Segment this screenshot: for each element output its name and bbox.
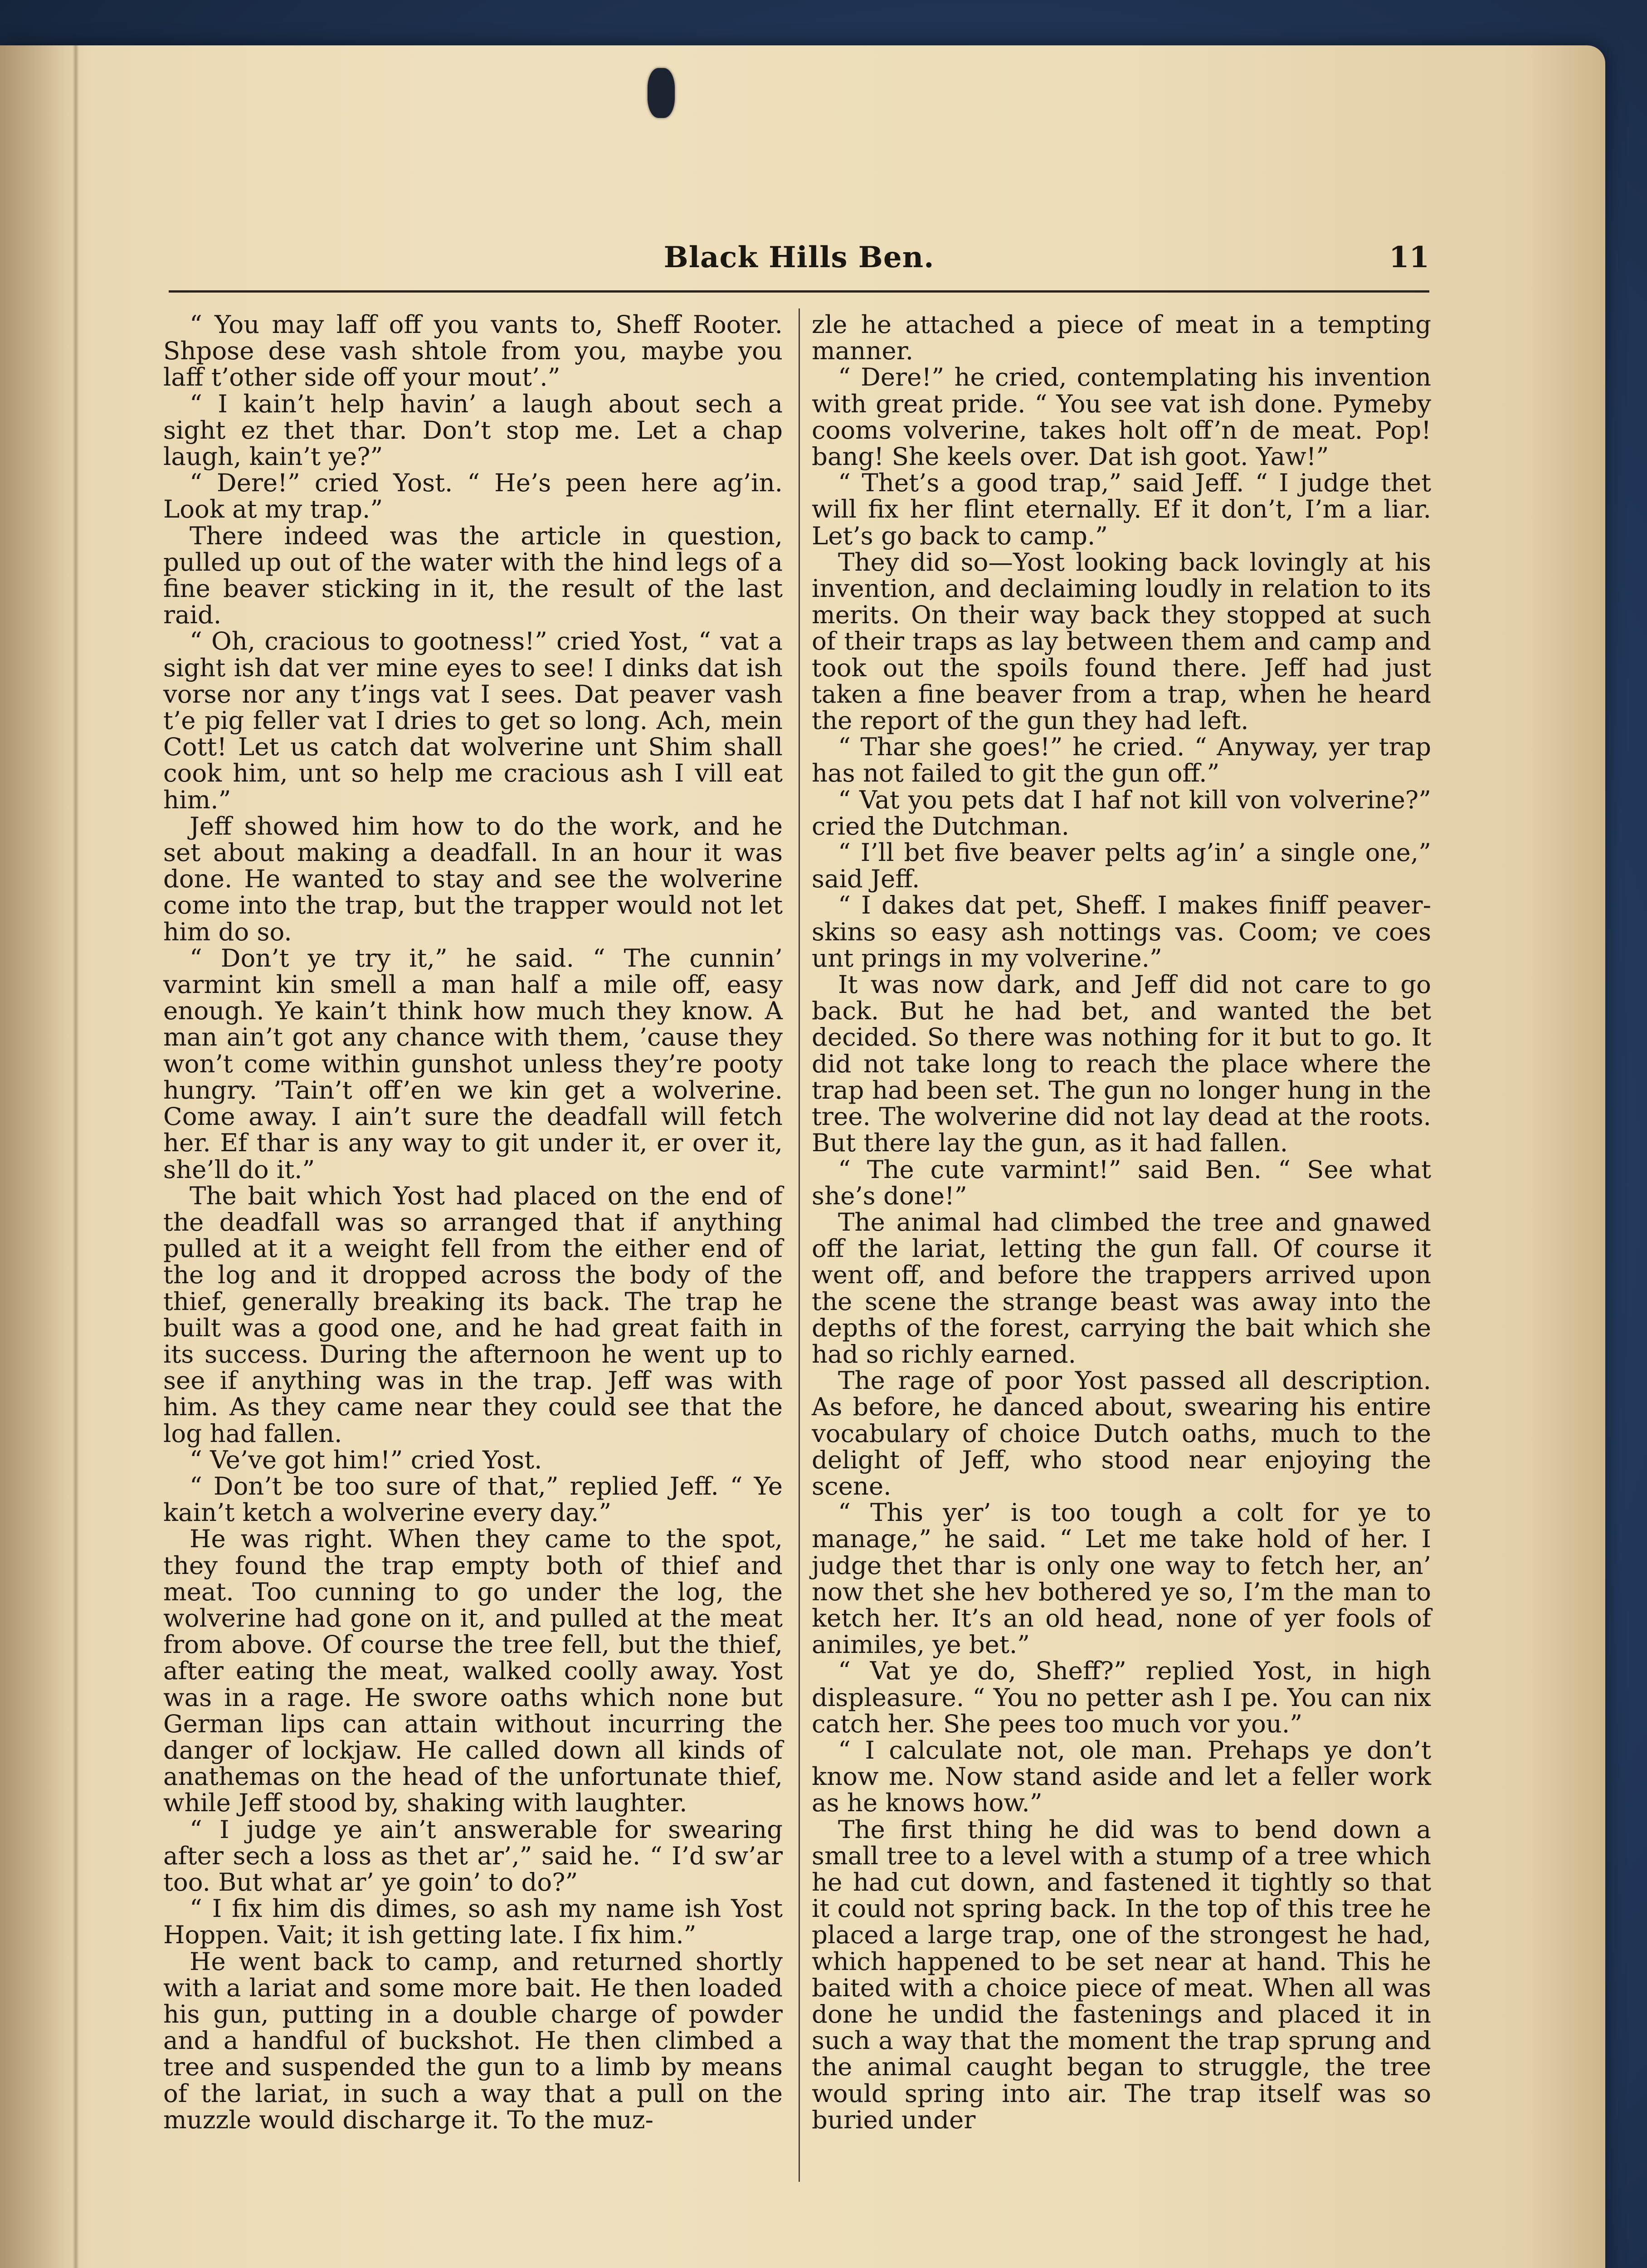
paragraph: The rage of poor Yost passed all description. As before, he danced about, swearing his entire vocabulary of choice Dutch oaths, much to the delight of Jeff, who stood near enjoying the scene.: [812, 1366, 1431, 1501]
running-header: [169, 240, 1429, 277]
paragraph: “ Oh, cracious to gootness!” cried Yost, “ vat a sight ish dat ver mine eyes to see! I dinks dat ish vorse nor any t’ings vat I sees. Dat peaver vash t’e pig feller vat I dries to get so long. Ach, mein Cott! Let us catch dat wolverine unt Shim shall cook him, unt so help me cracious ash I vill eat him.”: [163, 626, 783, 814]
paragraph: “ I’ll bet five beaver pelts ag’in’ a single one,” said Jeff.: [812, 838, 1431, 894]
paragraph: He went back to camp, and returned shortly with a lariat and some more bait. He then loaded his gun, putting in a double charge of powder and a handful of buckshot. He then climbed a tree and suspended the gun to a limb by means of the lariat, in such a way that a pull on the muzzle would discharge it. To the muz-: [163, 1946, 783, 2134]
page-fold: [73, 45, 79, 2268]
paragraph: “ Thar she goes!” he cried. “ Anyway, yer trap has not failed to git the gun off.”: [812, 732, 1431, 788]
paragraph: There indeed was the article in question, pulled up out of the water with the hind legs of a fine beaver sticking in it, the result of the last raid.: [163, 521, 783, 630]
paragraph: “ Don’t ye try it,” he said. “ The cunnin’ varmint kin smell a man half a mile off, easy enough. Ye kain’t think how much they know. A man ain’t got any chance with them, ’cause they won’t come within gunshot unless they’re pooty hungry. ’Tain’t off’en we kin get a wolverine. Come away. I ain’t sure the deadfall will fetch her. Ef thar is any way to git under it, er over it, she’ll do it.”: [163, 943, 783, 1184]
paragraph: “ You may laff off you vants to, Sheff Rooter. Shpose dese vash shtole from you, maybe you laff t’other side off your mout’.”: [163, 310, 783, 392]
paragraph: They did so—Yost looking back lovingly at his invention, and declaiming loudly in relation to its merits. On their way back they stopped at such of their traps as lay between them and camp and took out the spoils found there. Jeff had just taken a fine beaver from a trap, when he heard the report of the gun they had left.: [812, 547, 1431, 735]
page-number: 11: [1389, 240, 1429, 274]
paragraph: The bait which Yost had placed on the end of the deadfall was so arranged that if anything pulled at it a weight fell from the either end of the log and it dropped across the body of the thief, generally breaking its back. The trap he built was a good one, and he had great faith in its success. During the afternoon he went up to see if anything was in the trap. Jeff was with him. As they came near they could see that the log had fallen.: [163, 1181, 783, 1448]
paragraph: “ Vat ye do, Sheff?” replied Yost, in high displeasure. “ You no petter ash I pe. You can nix catch her. She pees too much vor you.”: [812, 1656, 1431, 1738]
paragraph: zle he attached a piece of meat in a tempting manner.: [812, 310, 1431, 366]
paragraph: “ Thet’s a good trap,” said Jeff. “ I judge thet will fix her flint eternally. Ef it don’t, I’m a liar. Let’s go back to camp.”: [812, 468, 1431, 550]
running-title: Black Hills Ben.: [663, 240, 935, 274]
paragraph: “ Vat you pets dat I haf not kill von volverine?” cried the Dutchman.: [812, 785, 1431, 841]
paragraph: The animal had climbed the tree and gnawed off the lariat, letting the gun fall. Of course it went off, and before the trappers arrived upon the scene the strange beast was away into the depths of the forest, carrying the bait which she had so richly earned.: [812, 1207, 1431, 1369]
left-column: [163, 311, 783, 2185]
paragraph: “ This yer’ is too tough a colt for ye to manage,” he said. “ Let me take hold of her. I judge thet thar is only one way to fetch her, an’ now thet she hev bothered ye so, I’m the man to ketch her. It’s an old head, none of yer fools of animiles, ye bet.”: [812, 1498, 1431, 1659]
paragraph: “ Don’t be too sure of that,” replied Jeff. “ Ye kain’t ketch a wolverine every day.”: [163, 1471, 783, 1527]
paragraph: “ I fix him dis dimes, so ash my name ish Yost Hoppen. Vait; it ish getting late. I fix him.”: [163, 1894, 783, 1950]
paragraph: “ I judge ye ain’t answerable for swearing after sech a loss as thet ar’,” said he. “ I’d sw’ar too. But what ar’ ye goin’ to do?”: [163, 1814, 783, 1897]
header-rule: [169, 290, 1429, 293]
paragraph: Jeff showed him how to do the work, and he set about making a deadfall. In an hour it was done. He wanted to stay and see the wolverine come into the trap, but the trapper would not let him do so.: [163, 811, 783, 946]
paragraph: “ Ve’ve got him!” cried Yost.: [190, 1445, 542, 1474]
column-divider: [799, 308, 800, 2182]
paragraph: “ I calculate not, ole man. Prehaps ye don’t know me. Now stand aside and let a feller work as he knows how.”: [812, 1735, 1431, 1818]
paragraph: He was right. When they came to the spot, they found the trap empty both of thief and meat. Too cunning to go under the log, the wolverine had gone on it, and pulled at the meat from above. Of course the tree fell, but the thief, after eating the meat, walked coolly away. Yost was in a rage. He swore oaths which none but German lips can attain without incurring the danger of lockjaw. He called down all kinds of anathemas on the head of the unfortunate thief, while Jeff stood by, shaking with laughter.: [163, 1524, 783, 1818]
paragraph: “ I kain’t help havin’ a laugh about sech a sight ez thet thar. Don’t stop me. Let a chap laugh, kain’t ye?”: [163, 389, 783, 471]
paragraph: The first thing he did was to bend down a small tree to a level with a stump of a tree which he had cut down, and fastened it tightly so that it could not spring back. In the top of this tree he placed a large trap, one of the strongest he had, which happened to be set near at hand. This he baited with a choice piece of meat. When all was done he undid the fastenings and placed it in such a way that the moment the trap sprung and the animal caught began to struggle, the tree would spring into air. The trap itself was so buried under: [812, 1814, 1431, 2134]
paragraph: “ I dakes dat pet, Sheff. I makes finiff peaver-skins so easy ash nottings vas. Coom; ve coes unt prings in my volverine.”: [812, 890, 1431, 973]
paragraph: “ The cute varmint!” said Ben. “ See what she’s done!”: [812, 1154, 1431, 1210]
paragraph: “ Dere!” cried Yost. “ He’s peen here ag’in. Look at my trap.”: [163, 468, 783, 524]
paragraph: It was now dark, and Jeff did not care to go back. But he had bet, and wanted the bet decided. So there was nothing for it but to go. It did not take long to reach the place where the trap had been set. The gun no longer hung in the tree. The wolverine did not lay dead at the roots. But there lay the gun, as it had fallen.: [812, 970, 1431, 1158]
paragraph: “ Dere!” he cried, contemplating his invention with great pride. “ You see vat ish done. Pymeby cooms volverine, takes holt off’n de meat. Pop! bang! She keels over. Dat ish goot. Yaw!”: [812, 362, 1431, 471]
right-column: [812, 311, 1431, 2185]
staple-hole: [648, 68, 675, 118]
